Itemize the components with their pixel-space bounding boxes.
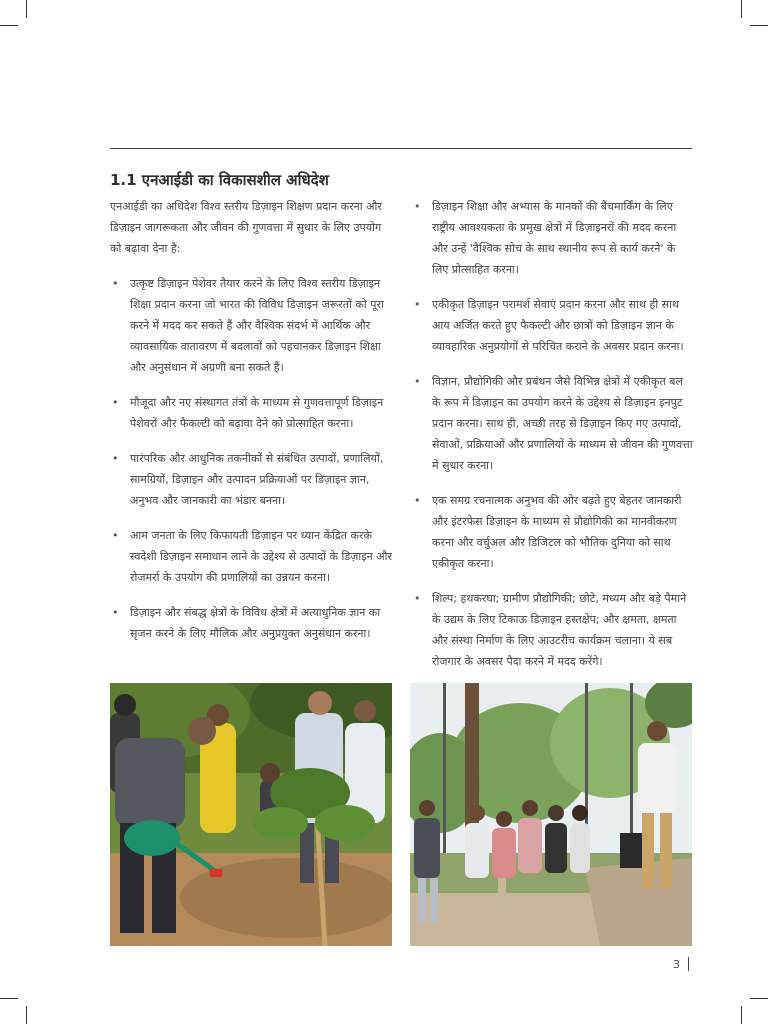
list-item: • एक समग्र रचनात्मक अनुभव की ओर बढ़ते हुए बेहतर जानकारी और इंटरफेस डिज़ाइन के माध्यम से प्रौद्योगिकी का मानवीकरण करना और वर्चुअल और डिजिटल को भौतिक दुनिया को साथ एकीकृत करना।	[412, 490, 694, 574]
list-item: • शिल्प; हथकरघा; ग्रामीण प्रौद्योगिकी; छोटे, मध्यम और बड़े पैमाने के उद्यम के लिए टिकाऊ डिज़ाइन हस्तक्षेप; और क्षमता, क्षमता और संस्था निर्माण के लिए आउटरीच कार्यक्रम चलाना। ये सब रोजगार के अवसर पैदा करने में मदद करेंगे।	[412, 588, 694, 672]
crop-mark	[750, 25, 768, 26]
section-heading: 1.1 एनआईडी का विकासशील अधिदेश	[110, 171, 329, 189]
crop-mark	[0, 25, 18, 26]
list-item: • उत्कृष्ट डिज़ाइन पेशेवर तैयार करने के लिए विश्व स्तरीय डिज़ाइन शिक्षा प्रदान करना जो भारत की विविध डिज़ाइन जरूरतों को पूरा करने में मदद कर सकते हैं और वैश्विक संदर्भ में आर्थिक और व्यावसायिक वातावरण में बदलावों को पहचानकर डिज़ाइन शिक्षा और अनुसंधान में अग्रणी बना सकते हैं।	[110, 273, 392, 378]
tree-planting-illustration	[110, 683, 392, 946]
page-number: 3	[673, 958, 680, 971]
left-bullet-list	[110, 273, 392, 644]
left-column	[110, 196, 392, 658]
top-rule	[110, 148, 692, 149]
list-item: • विज्ञान, प्रौद्योगिकी और प्रबंधन जैसे विभिन्न क्षेत्रों में एकीकृत बल के रूप में डिज़ाइन का उपयोग करने के उद्देश्य से डिज़ाइन इनपुट प्रदान करना। साथ ही, अच्छी तरह से डिज़ाइन किए गए उत्पादों, सेवाओं, प्रक्रियाओं और प्रणालियों के माध्यम से जीवन की गुणवत्ता में सुधार करना।	[412, 371, 694, 476]
list-item: • डिज़ाइन शिक्षा और अभ्यास के मानकों की बैंचमार्किंग के लिए राष्ट्रीय आवश्यकता के प्रमुख क्षेत्रों में डिज़ाइनरों की मदद करना और उन्हें 'वैश्विक सोच के साथ स्थानीय रूप से कार्य करने' के लिए प्रोत्साहित करना।	[412, 196, 694, 280]
group-gathering-illustration	[410, 683, 692, 946]
crop-mark	[0, 998, 18, 999]
list-item: • डिज़ाइन और संबद्ध क्षेत्रों के विविध क्षेत्रों में अत्याधुनिक ज्ञान का सृजन करने के लिए मौलिक और अनुप्रयुक्त अनुसंधान करना।	[110, 602, 392, 644]
crop-mark	[26, 1006, 27, 1024]
right-bullet-list	[412, 196, 694, 672]
list-item: • एकीकृत डिज़ाइन परामर्श सेवाएं प्रदान करना और साथ ही साथ आय अर्जित करते हुए फैकल्टी और छात्रों को डिज़ाइन ज्ञान के व्यावहारिक अनुप्रयोगों से परिचित कराने के अवसर प्रदान करना।	[412, 294, 694, 357]
list-item: • मौजूदा और नए संस्थागत तंत्रों के माध्यम से गुणवत्तापूर्ण डिज़ाइन पेशेवरों और फैकल्टी को बढ़ावा देने को प्रोत्साहित करना।	[110, 392, 392, 434]
crop-mark	[750, 998, 768, 999]
tree-planting-photo	[110, 683, 392, 946]
crop-mark	[741, 1006, 742, 1024]
list-item: • पारंपरिक और आधुनिक तकनीकों से संबंधित उत्पादों, प्रणालियों, सामग्रियों, डिज़ाइन और उत्पादन प्रक्रियाओं पर डिज़ाइन ज्ञान, अनुभव और जानकारी का भंडार बनना।	[110, 448, 392, 511]
group-gathering-photo	[410, 683, 692, 946]
intro-paragraph: एनआईडी का अधिदेश विश्व स्तरीय डिज़ाइन शिक्षण प्रदान करना और डिज़ाइन जागरूकता और जीवन की गुणवत्ता में सुधार के लिए उपयोग को बढ़ावा देना है:	[110, 200, 382, 255]
page-number-divider	[688, 957, 689, 971]
list-item: • आम जनता के लिए किफायती डिज़ाइन पर ध्यान केंद्रित करके स्वदेशी डिज़ाइन समाधान लाने के उद्देश्य से उत्पादों के डिज़ाइन और रोजमर्रा के उपयोग की प्रणालियों का उन्नयन करना।	[110, 525, 392, 588]
crop-mark	[741, 0, 742, 18]
crop-mark	[26, 0, 27, 18]
right-column	[412, 196, 694, 686]
